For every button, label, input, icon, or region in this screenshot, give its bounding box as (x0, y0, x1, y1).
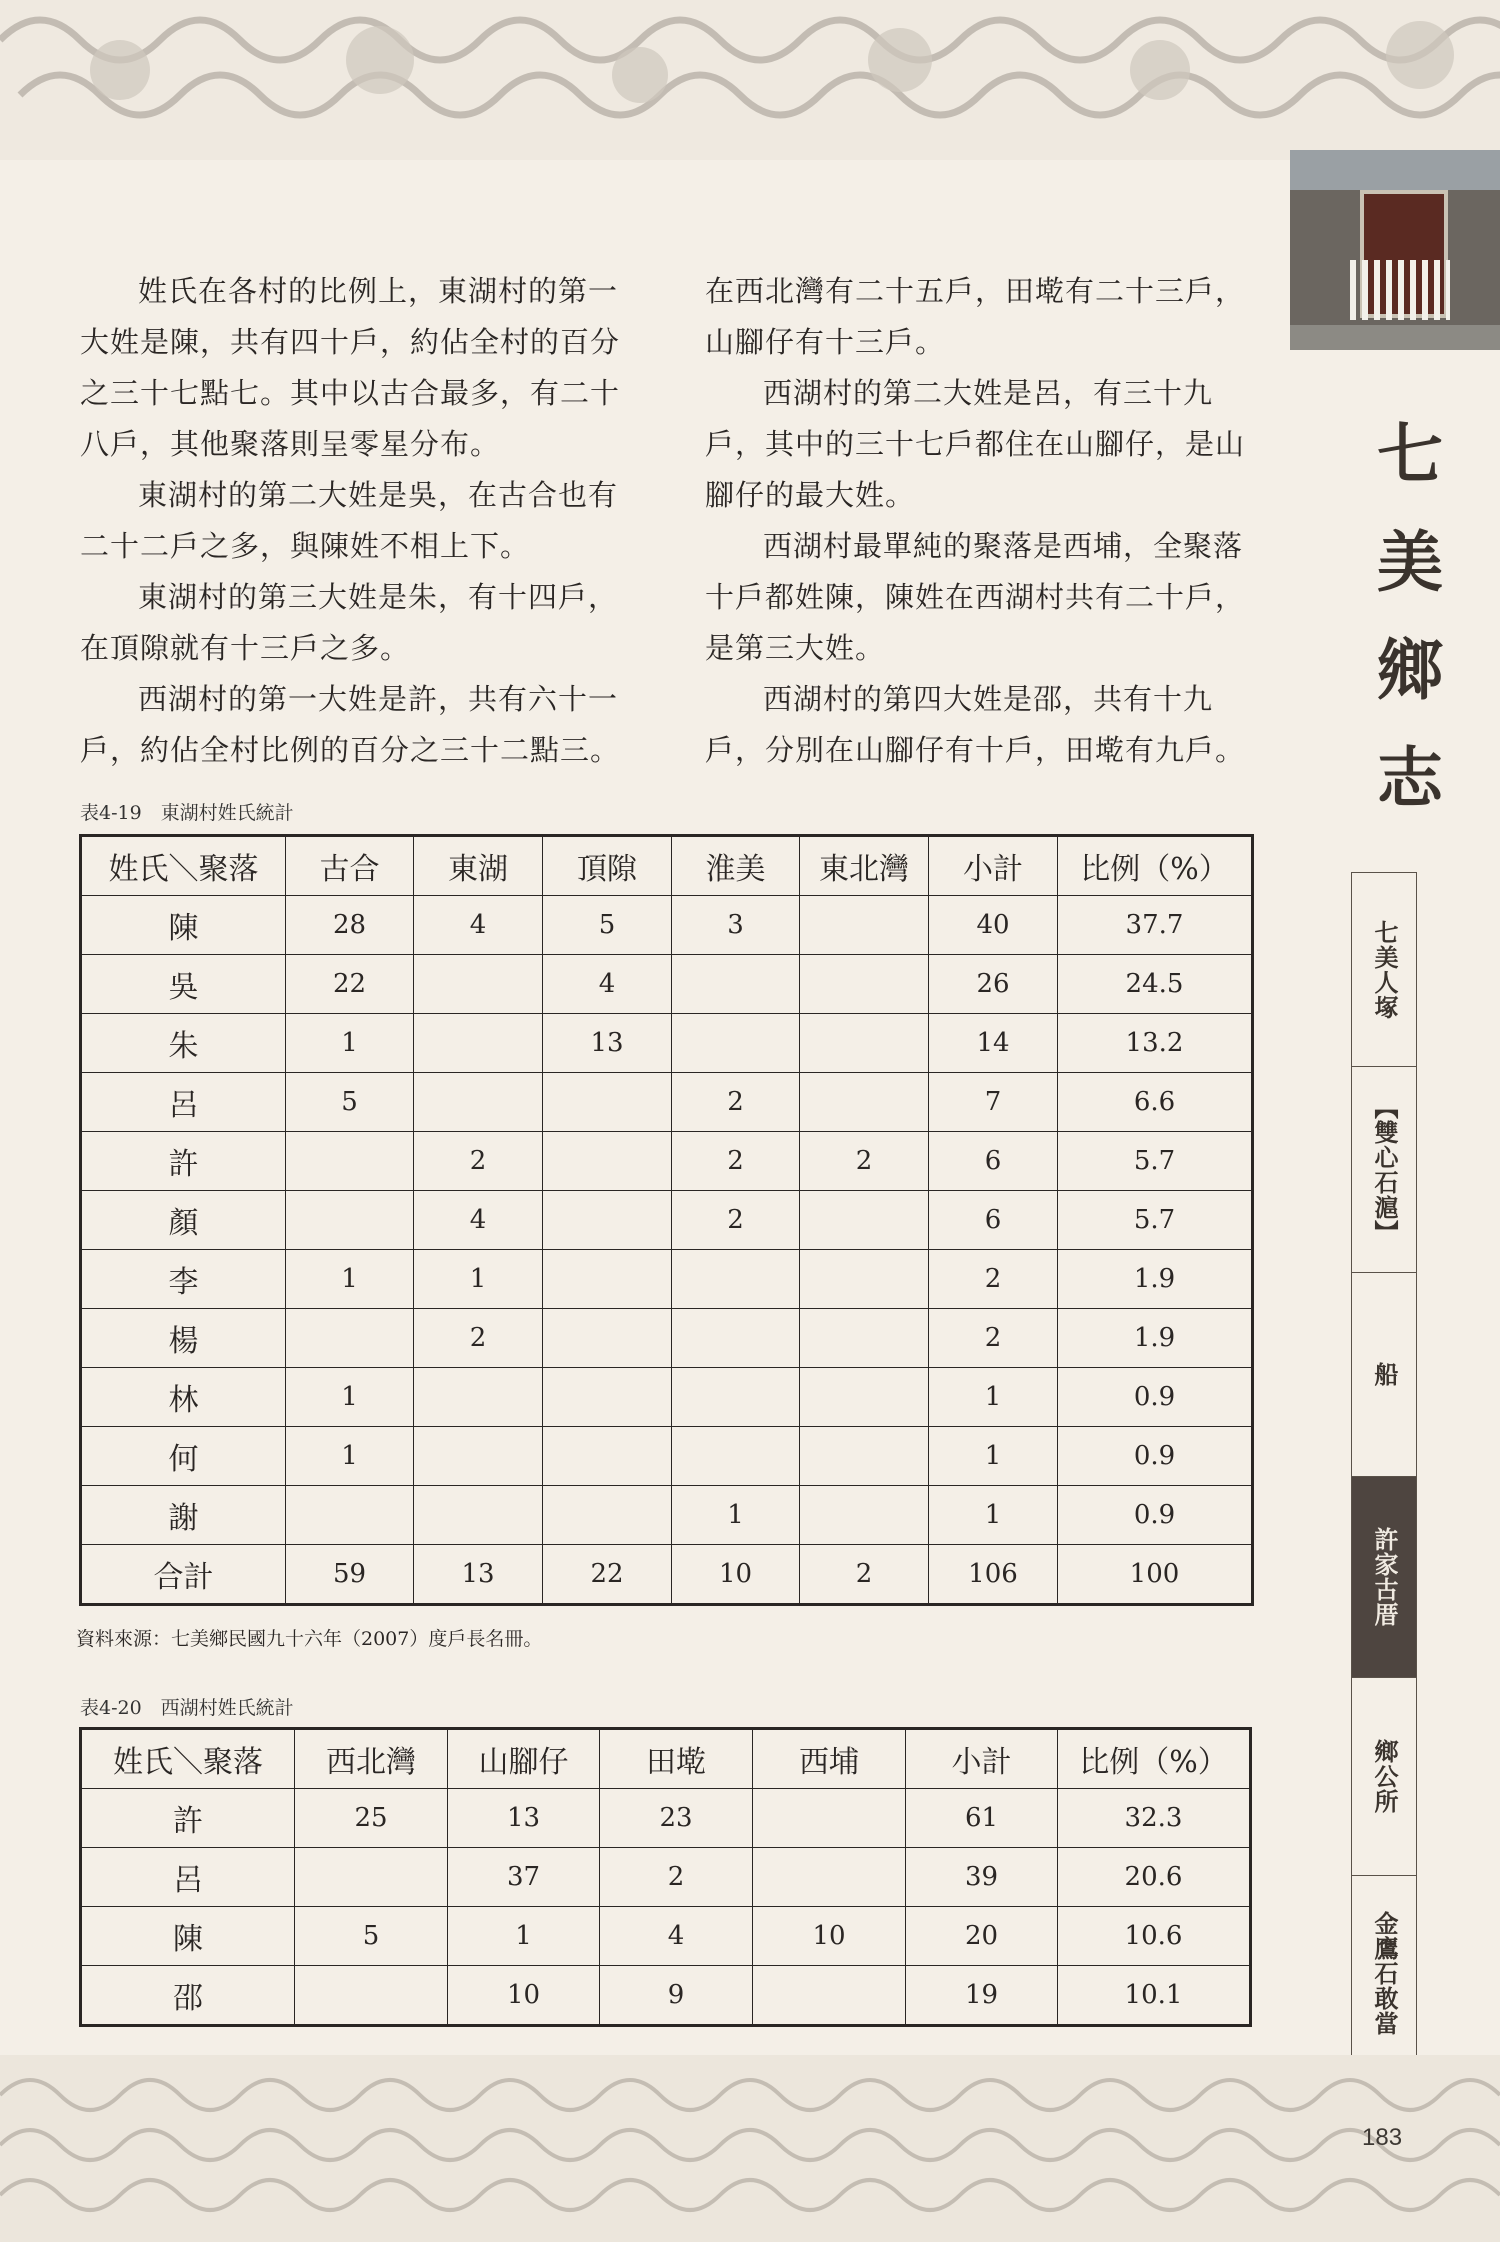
column-header: 西埔 (753, 1729, 906, 1789)
count-cell: 1 (286, 1368, 414, 1427)
count-cell: 7 (929, 1073, 1058, 1132)
book-title-char: 美 (1377, 523, 1443, 601)
count-cell: 5 (295, 1907, 448, 1966)
column-header: 東湖 (414, 836, 543, 896)
count-cell (800, 1073, 929, 1132)
count-cell (543, 1132, 672, 1191)
count-cell: 1 (286, 1014, 414, 1073)
count-cell (753, 1848, 906, 1907)
count-cell: 9 (600, 1966, 753, 2026)
count-cell: 0.9 (1058, 1427, 1253, 1486)
surname-cell: 林 (81, 1368, 286, 1427)
count-cell: 4 (600, 1907, 753, 1966)
count-cell: 2 (672, 1073, 800, 1132)
count-cell: 13 (543, 1014, 672, 1073)
column-header: 西北灣 (295, 1729, 448, 1789)
surname-cell: 何 (81, 1427, 286, 1486)
temple-photo (1290, 150, 1500, 350)
surname-cell: 顏 (81, 1191, 286, 1250)
chapter-tab[interactable] (1352, 1876, 1416, 2070)
column-header: 頂隙 (543, 836, 672, 896)
count-cell: 40 (929, 896, 1058, 955)
count-cell: 14 (929, 1014, 1058, 1073)
count-cell (800, 1427, 929, 1486)
count-cell (543, 1486, 672, 1545)
count-cell: 10 (753, 1907, 906, 1966)
surname-cell: 呂 (81, 1848, 295, 1907)
count-cell (414, 1014, 543, 1073)
count-cell: 1 (929, 1486, 1058, 1545)
count-cell: 0.9 (1058, 1486, 1253, 1545)
count-cell (672, 1014, 800, 1073)
chapter-tab[interactable] (1352, 873, 1416, 1067)
column-header: 小計 (929, 836, 1058, 896)
count-cell: 5 (286, 1073, 414, 1132)
surname-cell: 吳 (81, 955, 286, 1014)
chapter-tab[interactable] (1352, 1067, 1416, 1273)
book-title (1330, 400, 1490, 840)
count-cell: 6 (929, 1191, 1058, 1250)
count-cell: 10 (448, 1966, 600, 2026)
count-cell: 1 (929, 1368, 1058, 1427)
table-row (81, 1848, 1251, 1907)
count-cell (295, 1848, 448, 1907)
count-cell: 100 (1058, 1545, 1253, 1605)
column-header: 東北灣 (800, 836, 929, 896)
table-row (81, 1073, 1253, 1132)
table-row (81, 1368, 1253, 1427)
count-cell: 24.5 (1058, 955, 1253, 1014)
column-header: 比例（%） (1058, 1729, 1251, 1789)
count-cell: 1 (286, 1250, 414, 1309)
surname-cell: 楊 (81, 1309, 286, 1368)
count-cell: 1 (672, 1486, 800, 1545)
count-cell: 5 (543, 896, 672, 955)
table-row (81, 1014, 1253, 1073)
column-header: 比例（%） (1058, 836, 1253, 896)
chapter-tab-active[interactable] (1352, 1477, 1416, 1678)
count-cell (286, 1486, 414, 1545)
surname-cell: 許 (81, 1132, 286, 1191)
count-cell: 106 (929, 1545, 1058, 1605)
count-cell (414, 1073, 543, 1132)
count-cell (414, 1427, 543, 1486)
surname-cell: 李 (81, 1250, 286, 1309)
count-cell: 1.9 (1058, 1250, 1253, 1309)
paragraph: 東湖村的第三大姓是朱，有十四戶，在頂隙就有十三戶之多。 (80, 580, 619, 665)
count-cell: 20 (906, 1907, 1058, 1966)
chapter-tab-label: 船 (1370, 1362, 1399, 1387)
count-cell: 13.2 (1058, 1014, 1253, 1073)
count-cell: 2 (800, 1545, 929, 1605)
book-title-char: 志 (1377, 739, 1443, 817)
paragraph: 西湖村最單純的聚落是西埔，全聚落十戶都姓陳，陳姓在西湖村共有二十戶，是第三大姓。 (705, 529, 1246, 665)
count-cell: 19 (906, 1966, 1058, 2026)
count-cell (800, 955, 929, 1014)
count-cell: 4 (414, 896, 543, 955)
count-cell (800, 1191, 929, 1250)
count-cell: 26 (929, 955, 1058, 1014)
count-cell: 2 (800, 1132, 929, 1191)
table-row (81, 955, 1253, 1014)
paragraph: 西湖村的第一大姓是許，共有六十一戶，約佔全村比例的百分之三十二點三。 (80, 682, 621, 767)
east-lake-surname-table (79, 834, 1254, 1606)
count-cell: 37 (448, 1848, 600, 1907)
surname-cell: 邵 (81, 1966, 295, 2026)
column-header: 小計 (906, 1729, 1058, 1789)
count-cell: 22 (543, 1545, 672, 1605)
count-cell: 13 (448, 1789, 600, 1848)
count-cell: 25 (295, 1789, 448, 1848)
table-row (81, 1191, 1253, 1250)
count-cell (672, 1309, 800, 1368)
surname-cell: 朱 (81, 1014, 286, 1073)
west-lake-surname-table (79, 1727, 1252, 2027)
chapter-tabs (1351, 872, 1417, 2071)
count-cell: 28 (286, 896, 414, 955)
count-cell (543, 1309, 672, 1368)
paragraph: 姓氏在各村的比例上，東湖村的第一大姓是陳，共有四十戶，約佔全村的百分之三十七點七。其中以古合最多，有二十八戶，其他聚落則呈零星分布。 (80, 274, 621, 461)
count-cell: 2 (672, 1132, 800, 1191)
count-cell (753, 1789, 906, 1848)
table-row (81, 1966, 1251, 2026)
table-row (81, 1250, 1253, 1309)
surname-cell: 許 (81, 1789, 295, 1848)
count-cell: 1 (448, 1907, 600, 1966)
count-cell (543, 1191, 672, 1250)
count-cell: 5.7 (1058, 1132, 1253, 1191)
chapter-tab-label: 七美人塚 (1370, 919, 1399, 1020)
count-cell: 1 (414, 1250, 543, 1309)
count-cell: 5.7 (1058, 1191, 1253, 1250)
count-cell (543, 1250, 672, 1309)
count-cell: 10.6 (1058, 1907, 1251, 1966)
table-row (81, 1789, 1251, 1848)
count-cell (543, 1368, 672, 1427)
table-row (81, 896, 1253, 955)
count-cell: 1 (929, 1427, 1058, 1486)
count-cell (800, 1486, 929, 1545)
count-cell: 4 (414, 1191, 543, 1250)
column-header: 姓氏＼聚落 (81, 836, 286, 896)
count-cell: 32.3 (1058, 1789, 1251, 1848)
table1-caption: 表4-19 東湖村姓氏統計 (80, 802, 294, 824)
surname-cell: 合計 (81, 1545, 286, 1605)
table2-caption: 表4-20 西湖村姓氏統計 (80, 1697, 294, 1719)
chapter-tab[interactable] (1352, 1273, 1416, 1477)
paragraph: 西湖村的第二大姓是呂，有三十九戶，其中的三十七戶都住在山腳仔，是山腳仔的最大姓。 (705, 376, 1246, 512)
chapter-tab-label: 【雙心石滬】 (1370, 1094, 1399, 1245)
text-column-right (705, 266, 1265, 776)
count-cell: 20.6 (1058, 1848, 1251, 1907)
count-cell: 39 (906, 1848, 1058, 1907)
count-cell: 37.7 (1058, 896, 1253, 955)
count-cell (800, 1014, 929, 1073)
count-cell: 10.1 (1058, 1966, 1251, 2026)
surname-cell: 呂 (81, 1073, 286, 1132)
table1-source: 資料來源：七美鄉民國九十六年（2007）度戶長名冊。 (76, 1628, 543, 1650)
count-cell (295, 1966, 448, 2026)
count-cell (800, 1250, 929, 1309)
chapter-tab-label: 金鷹石敢當 (1370, 1910, 1399, 2036)
text-column-left (80, 266, 640, 776)
count-cell: 2 (672, 1191, 800, 1250)
count-cell (543, 1427, 672, 1486)
chapter-tab-label: 許家古厝 (1370, 1527, 1399, 1627)
column-header: 姓氏＼聚落 (81, 1729, 295, 1789)
surname-cell: 陳 (81, 1907, 295, 1966)
count-cell: 2 (414, 1309, 543, 1368)
count-cell: 13 (414, 1545, 543, 1605)
surname-cell: 謝 (81, 1486, 286, 1545)
column-header: 山腳仔 (448, 1729, 600, 1789)
table-row (81, 1545, 1253, 1605)
book-title-char: 鄉 (1377, 631, 1443, 709)
count-cell: 2 (414, 1132, 543, 1191)
count-cell (286, 1191, 414, 1250)
count-cell (672, 1250, 800, 1309)
count-cell (414, 955, 543, 1014)
count-cell (286, 1309, 414, 1368)
chapter-tab[interactable] (1352, 1678, 1416, 1876)
column-header: 淮美 (672, 836, 800, 896)
table-row (81, 1486, 1253, 1545)
count-cell (800, 1368, 929, 1427)
count-cell: 2 (929, 1250, 1058, 1309)
count-cell: 4 (543, 955, 672, 1014)
count-cell: 6.6 (1058, 1073, 1253, 1132)
count-cell (672, 1368, 800, 1427)
count-cell: 3 (672, 896, 800, 955)
column-header: 田墘 (600, 1729, 753, 1789)
count-cell (543, 1073, 672, 1132)
count-cell (800, 1309, 929, 1368)
count-cell (414, 1486, 543, 1545)
table-row (81, 1132, 1253, 1191)
count-cell: 59 (286, 1545, 414, 1605)
paragraph: 西湖村的第四大姓是邵，共有十九戶，分別在山腳仔有十戶，田墘有九戶。 (705, 682, 1246, 767)
table-row (81, 1427, 1253, 1486)
count-cell: 1.9 (1058, 1309, 1253, 1368)
paragraph: 在西北灣有二十五戶，田墘有二十三戶，山腳仔有十三戶。 (705, 274, 1246, 359)
surname-cell: 陳 (81, 896, 286, 955)
column-header: 古合 (286, 836, 414, 896)
count-cell: 0.9 (1058, 1368, 1253, 1427)
wave-border-bottom (0, 2055, 1500, 2242)
count-cell: 23 (600, 1789, 753, 1848)
chapter-tab-label: 鄉公所 (1370, 1739, 1399, 1814)
table-row (81, 1309, 1253, 1368)
page-number: 183 (1362, 2124, 1403, 2151)
count-cell (800, 896, 929, 955)
count-cell (672, 1427, 800, 1486)
table-row (81, 1907, 1251, 1966)
paragraph: 東湖村的第二大姓是吳，在古合也有二十二戶之多，與陳姓不相上下。 (80, 478, 619, 563)
count-cell (753, 1966, 906, 2026)
cloud-border-top (0, 0, 1500, 160)
count-cell: 2 (600, 1848, 753, 1907)
count-cell: 6 (929, 1132, 1058, 1191)
count-cell (286, 1132, 414, 1191)
count-cell: 61 (906, 1789, 1058, 1848)
book-title-char: 七 (1377, 415, 1443, 493)
count-cell (414, 1368, 543, 1427)
count-cell (672, 955, 800, 1014)
count-cell: 22 (286, 955, 414, 1014)
count-cell: 1 (286, 1427, 414, 1486)
count-cell: 2 (929, 1309, 1058, 1368)
count-cell: 10 (672, 1545, 800, 1605)
